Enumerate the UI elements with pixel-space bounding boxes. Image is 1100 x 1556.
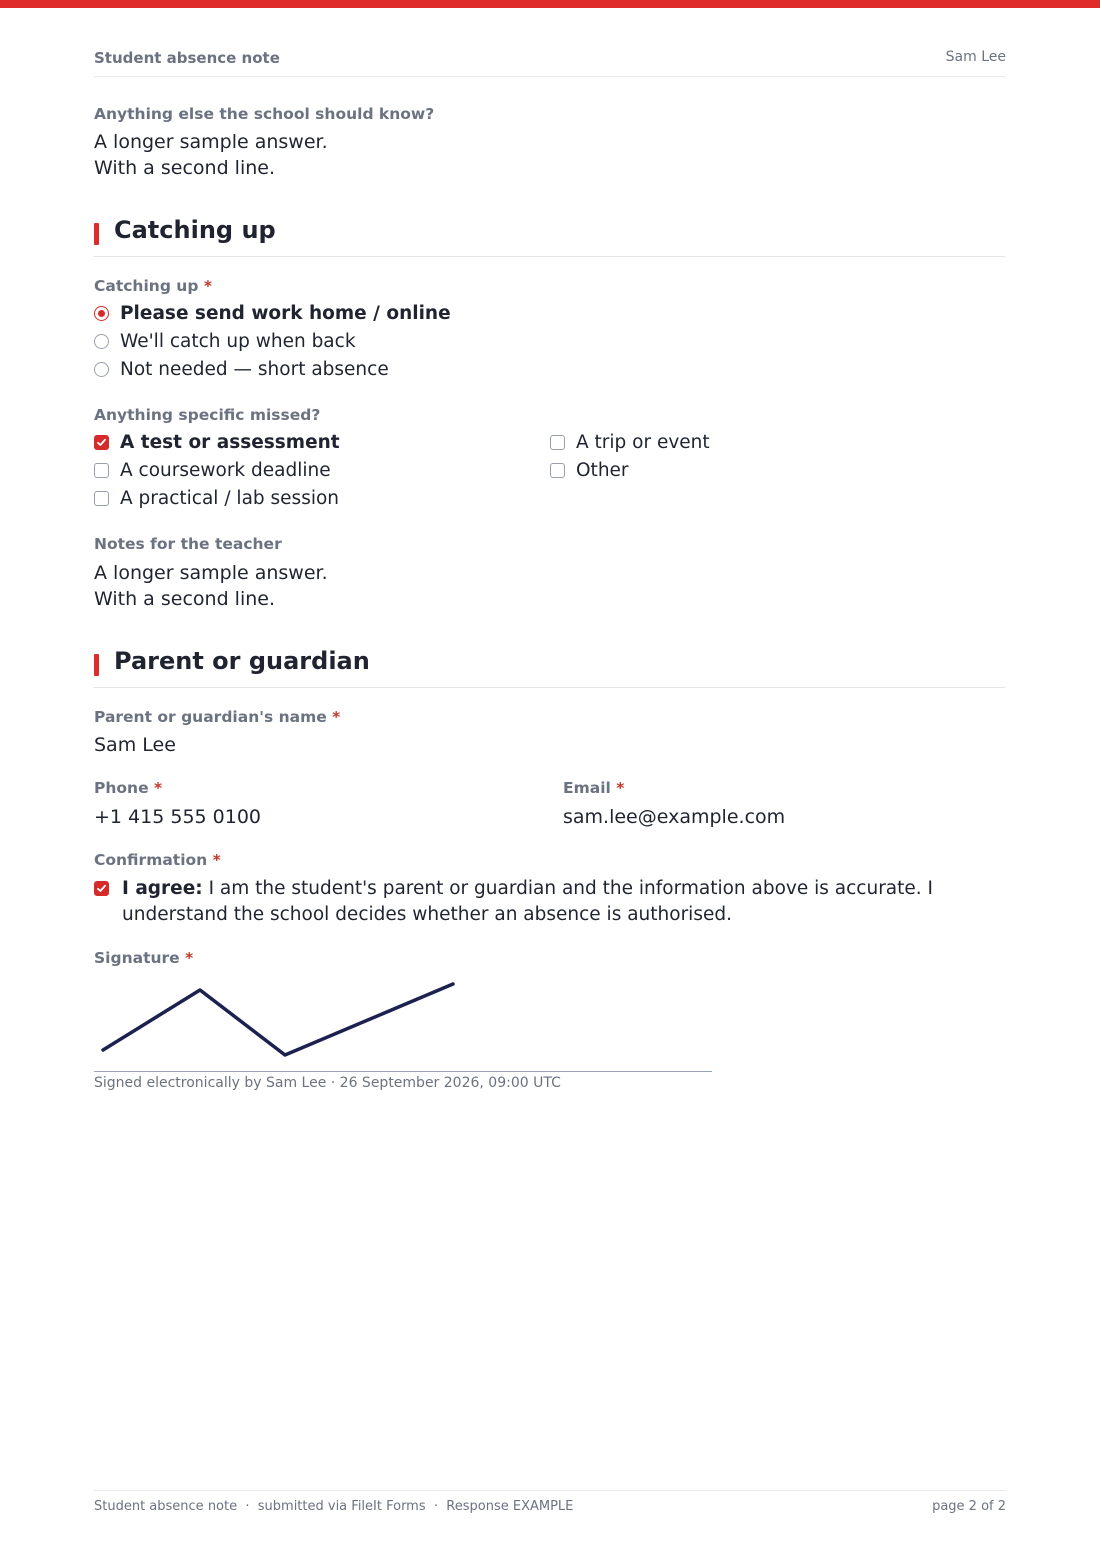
radio-empty-icon: [94, 334, 109, 349]
phone-label-text: Phone: [94, 779, 149, 797]
email-label: [563, 779, 624, 797]
confirmation-text: [122, 876, 972, 928]
required-marker: *: [185, 949, 194, 967]
teacher-notes-line-2: With a second line.: [94, 587, 275, 610]
header-user-name: Sam Lee: [945, 49, 1006, 65]
teacher-notes-answer: [94, 561, 328, 612]
checkbox-empty-icon: [94, 491, 109, 506]
confirmation-statement: I am the student's parent or guardian and the information above is accurate. I understand the school decides whether an absence is authorised.: [122, 878, 933, 925]
required-marker: *: [203, 277, 212, 295]
signature-label: [94, 949, 193, 967]
footer-info: Student absence note · submitted via FileIt Forms · Response EXAMPLE: [94, 1499, 574, 1514]
checkbox-label: A practical / lab session: [120, 488, 340, 509]
checkbox-label: A trip or event: [576, 432, 710, 453]
section-title: Catching up: [114, 216, 276, 244]
signature-drawing: [94, 972, 712, 1071]
signature-label-text: Signature: [94, 949, 180, 967]
checkbox-empty-icon: [550, 463, 565, 478]
radio-option-label: We'll catch up when back: [120, 331, 356, 352]
radio-option-label: Please send work home / online: [120, 303, 451, 324]
signature-area: [94, 972, 712, 1072]
teacher-notes-line-1: A longer sample answer.: [94, 562, 328, 584]
phone-value: +1 415 555 0100: [94, 806, 262, 828]
required-marker: *: [154, 779, 163, 797]
page-footer: [94, 1490, 1006, 1521]
catching-up-label: [94, 277, 212, 295]
confirmation-label-text: Confirmation: [94, 851, 208, 869]
running-header: [94, 49, 1006, 77]
signature-caption: Signed electronically by Sam Lee · 26 September 2026, 09:00 UTC: [94, 1075, 561, 1091]
extra-info-line-1: A longer sample answer.: [94, 131, 328, 153]
confirmation-label: [94, 851, 221, 869]
top-accent-bar: [0, 0, 1100, 8]
document-title: Student absence note: [94, 49, 280, 67]
checkbox-label: Other: [576, 460, 629, 481]
guardian-name-label: [94, 708, 340, 726]
checkbox-label: A test or assessment: [120, 432, 340, 453]
section-catching-up: [94, 216, 1005, 257]
email-value: sam.lee@example.com: [563, 806, 786, 828]
required-marker: *: [616, 779, 625, 797]
radio-selected-icon: [94, 306, 109, 321]
email-label-text: Email: [563, 779, 611, 797]
extra-info-line-2: With a second line.: [94, 156, 275, 179]
guardian-name-value: Sam Lee: [94, 734, 176, 756]
section-accent-marker: [94, 654, 99, 676]
checkbox-label: A coursework deadline: [120, 460, 331, 481]
radio-option-label: Not needed — short absence: [120, 359, 389, 380]
radio-empty-icon: [94, 362, 109, 377]
extra-info-label: Anything else the school should know?: [94, 105, 435, 123]
section-parent-guardian: [94, 647, 1005, 688]
phone-label: [94, 779, 162, 797]
signature-stroke: [103, 984, 453, 1055]
missed-label: Anything specific missed?: [94, 406, 321, 424]
catching-up-label-text: Catching up: [94, 277, 199, 295]
extra-info-answer: [94, 130, 328, 181]
section-accent-marker: [94, 223, 99, 245]
checkbox-empty-icon: [550, 435, 565, 450]
checkbox-empty-icon: [94, 463, 109, 478]
guardian-name-label-text: Parent or guardian's name: [94, 708, 327, 726]
teacher-notes-label: Notes for the teacher: [94, 535, 282, 553]
page-number: page 2 of 2: [932, 1499, 1006, 1514]
required-marker: *: [332, 708, 341, 726]
confirmation-agree: I agree:: [122, 878, 203, 899]
required-marker: *: [212, 851, 221, 869]
checkbox-checked-icon: [94, 435, 109, 450]
section-title: Parent or guardian: [114, 647, 370, 675]
checkbox-checked-icon: [94, 881, 109, 896]
